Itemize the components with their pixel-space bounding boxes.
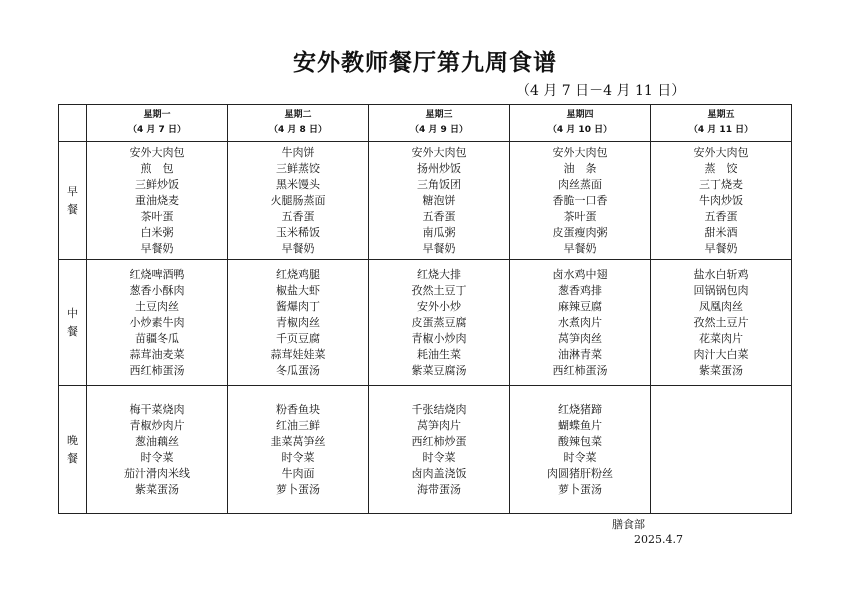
dish-item: 早餐奶 (281, 241, 315, 255)
dish-item: 千张结烧肉 (411, 402, 467, 416)
dish-item: 时令菜 (140, 450, 174, 464)
dish-item: 卤肉盖浇饭 (411, 466, 467, 480)
meal-label-char: 早 (67, 184, 78, 198)
menu-cell (228, 386, 369, 514)
menu-table (58, 104, 792, 514)
corner-cell (59, 105, 87, 142)
dish-item: 早餐奶 (422, 241, 456, 255)
day-name: 星期一 (143, 110, 171, 120)
day-date: （4 月 8 日） (269, 125, 327, 135)
dish-item: 莴笋肉片 (417, 418, 461, 432)
dish-item: 粉香鱼块 (276, 402, 320, 416)
dish-item: 三鲜炒饭 (135, 177, 179, 191)
dish-item: 时令菜 (563, 450, 597, 464)
dish-item: 苗疆冬瓜 (135, 331, 179, 345)
dish-item: 萝卜蛋汤 (558, 482, 602, 496)
dish-item: 海带蛋汤 (417, 482, 461, 496)
dish-item: 茄汁滑肉米线 (124, 466, 190, 480)
dish-item: 五香蛋 (281, 209, 315, 223)
dish-item: 蒜茸油麦菜 (129, 347, 185, 361)
day-header (510, 105, 651, 142)
menu-cell (651, 386, 792, 514)
dish-item: 五香蛋 (422, 209, 456, 223)
dish-item: 茶叶蛋 (563, 209, 597, 223)
dish-item: 红烧鸡腿 (276, 267, 320, 281)
dish-item: 三角饭团 (417, 177, 461, 191)
dish-item: 牛肉炒饭 (699, 193, 743, 207)
dish-item: 香脆一口香 (552, 193, 608, 207)
dish-item: 西红柿蛋汤 (552, 363, 608, 377)
dish-item: 耗油生菜 (417, 347, 461, 361)
dish-item: 紫菜豆腐汤 (411, 363, 467, 377)
day-name: 星期二 (284, 110, 312, 120)
menu-cell (651, 260, 792, 386)
dish-item: 肉圆猪肝粉丝 (547, 466, 613, 480)
dish-item: 葱油藕丝 (135, 434, 179, 448)
dish-item: 肉丝蒸面 (558, 177, 602, 191)
dish-item: 西红柿蛋汤 (129, 363, 185, 377)
menu-cell (369, 386, 510, 514)
day-name: 星期四 (566, 110, 594, 120)
dish-item: 椒盐大虾 (276, 283, 320, 297)
meal-label (59, 260, 87, 386)
meal-label-char: 中 (67, 306, 78, 320)
issue-date: 2025.4.7 (634, 533, 683, 546)
meal-row-breakfast (59, 142, 792, 260)
dish-item: 火腿肠蒸面 (270, 193, 326, 207)
dish-item: 冬瓜蛋汤 (276, 363, 320, 377)
signature: 膳食部 (612, 518, 645, 531)
day-date: （4 月 9 日） (410, 125, 468, 135)
dish-item: 重油烧麦 (135, 193, 179, 207)
dish-item: 麻辣豆腐 (558, 299, 602, 313)
dish-item: 西红柿炒蛋 (411, 434, 467, 448)
page-title: 安外教师餐厅第九周食谱 (293, 50, 557, 76)
dish-item: 茶叶蛋 (140, 209, 174, 223)
dish-item: 肉汁大白菜 (693, 347, 749, 361)
dish-item: 红烧啤酒鸭 (129, 267, 185, 281)
dish-item: 白米粥 (140, 225, 174, 239)
dish-item: 牛肉面 (281, 466, 315, 480)
dish-item: 蝴蝶鱼片 (558, 418, 602, 432)
dish-item: 青椒肉丝 (276, 315, 320, 329)
day-name: 星期三 (425, 110, 453, 120)
dish-item: 红烧大排 (417, 267, 461, 281)
dish-item: 黑米馒头 (276, 177, 320, 191)
meal-label-char: 餐 (67, 451, 78, 465)
dish-item: 萝卜蛋汤 (276, 482, 320, 496)
header-row (59, 105, 792, 142)
meal-label-char: 餐 (67, 202, 78, 216)
menu-cell (87, 142, 228, 260)
dish-item: 时令菜 (422, 450, 456, 464)
meal-row-dinner (59, 386, 792, 514)
dish-item: 早餐奶 (140, 241, 174, 255)
day-header (651, 105, 792, 142)
dish-item: 梅干菜烧肉 (129, 402, 185, 416)
day-date: （4 月 7 日） (128, 125, 186, 135)
dish-item: 油淋青菜 (558, 347, 602, 361)
dish-item: 安外大肉包 (129, 145, 185, 159)
dish-item: 千页豆腐 (276, 331, 320, 345)
day-header (369, 105, 510, 142)
dish-item: 糖泡饼 (422, 193, 456, 207)
dish-item: 皮蛋瘦肉粥 (552, 225, 608, 239)
menu-cell (228, 260, 369, 386)
dish-item: 早餐奶 (563, 241, 597, 255)
menu-cell (510, 386, 651, 514)
dish-item: 甜米酒 (704, 225, 738, 239)
menu-cell (369, 260, 510, 386)
dish-item: 酸辣包菜 (558, 434, 602, 448)
meal-row-lunch (59, 260, 792, 386)
dish-item: 凤凰肉丝 (699, 299, 743, 313)
day-header (228, 105, 369, 142)
dish-item: 葱香小酥肉 (129, 283, 185, 297)
day-header (87, 105, 228, 142)
dish-item: 红烧猪蹄 (558, 402, 602, 416)
dish-item: 安外小炒 (417, 299, 461, 313)
dish-item: 孜然土豆片 (693, 315, 749, 329)
dish-item: 安外大肉包 (552, 145, 608, 159)
dish-item: 土豆肉丝 (135, 299, 179, 313)
dish-item: 青椒炒肉片 (129, 418, 185, 432)
menu-cell (87, 386, 228, 514)
dish-item: 蒜茸娃娃菜 (270, 347, 326, 361)
menu-cell (87, 260, 228, 386)
dish-item: 煎 包 (140, 161, 174, 175)
dish-item: 紫菜蛋汤 (135, 482, 179, 496)
meal-label-char: 餐 (67, 324, 78, 338)
dish-item: 小炒素牛肉 (129, 315, 185, 329)
dish-item: 花菜肉片 (699, 331, 743, 345)
dish-item: 三鲜蒸饺 (276, 161, 320, 175)
day-date: （4 月 10 日） (547, 125, 613, 135)
dish-item: 紫菜蛋汤 (699, 363, 743, 377)
dish-item: 青椒小炒肉 (411, 331, 467, 345)
menu-cell (510, 260, 651, 386)
dish-item: 三丁烧麦 (699, 177, 743, 191)
dish-item: 红油三鲜 (276, 418, 320, 432)
dish-item: 安外大肉包 (693, 145, 749, 159)
dish-item: 盐水白斩鸡 (693, 267, 749, 281)
meal-label (59, 386, 87, 514)
menu-cell (510, 142, 651, 260)
dish-item: 牛肉饼 (281, 145, 315, 159)
dish-item: 南瓜粥 (422, 225, 456, 239)
dish-item: 酱爆肉丁 (276, 299, 320, 313)
dish-item: 安外大肉包 (411, 145, 467, 159)
dish-item: 油 条 (563, 161, 597, 175)
day-date: （4 月 11 日） (688, 125, 754, 135)
meal-label (59, 142, 87, 260)
menu-cell (369, 142, 510, 260)
dish-item: 早餐奶 (704, 241, 738, 255)
dish-item: 蒸 饺 (704, 161, 738, 175)
dish-item: 五香蛋 (704, 209, 738, 223)
dish-item: 皮蛋蒸豆腐 (411, 315, 467, 329)
dish-item: 卤水鸡中翅 (552, 267, 608, 281)
dish-item: 回锅锅包肉 (693, 283, 749, 297)
dish-item: 孜然土豆丁 (411, 283, 467, 297)
dish-item: 葱香鸡排 (558, 283, 602, 297)
meal-label-char: 晚 (67, 433, 78, 447)
dish-item: 扬州炒饭 (417, 161, 461, 175)
dish-item: 莴笋肉丝 (558, 331, 602, 345)
dish-item: 水煮肉片 (558, 315, 602, 329)
date-range: （4 月 7 日－4 月 11 日） (516, 83, 686, 99)
menu-cell (651, 142, 792, 260)
dish-item: 玉米稀饭 (276, 225, 320, 239)
day-name: 星期五 (707, 110, 735, 120)
menu-cell (228, 142, 369, 260)
dish-item: 韭菜莴笋丝 (270, 434, 326, 448)
dish-item: 时令菜 (281, 450, 315, 464)
